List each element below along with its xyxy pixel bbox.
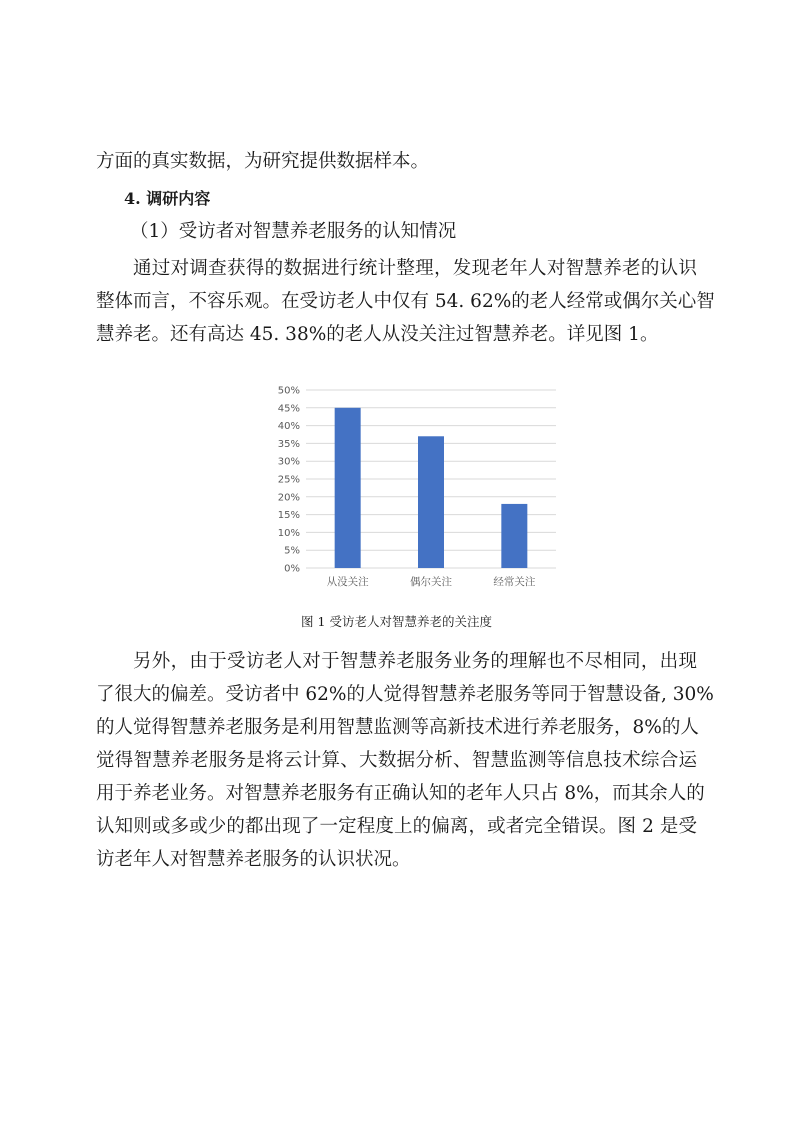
figure-caption: 图 1 受访老人对智慧养老的关注度 [301,614,492,629]
text-line: 了很大的偏差。受访者中 62%的人觉得智慧养老服务等同于智慧设备, 30% [96,684,714,705]
attention-bar-chart [270,380,570,600]
text-line: 通过对调查获得的数据进行统计整理，发现老年人对智慧养老的认识 [133,258,697,279]
text-line: 认知则或多或少的都出现了一定程度上的偏离，或者完全错误。图 2 是受 [96,816,697,837]
bar [418,436,444,568]
y-tick-label: 5% [284,545,300,557]
y-tick-label: 0% [284,563,300,575]
x-tick-label: 偶尔关注 [410,576,452,588]
section-heading: 4. 调研内容 [124,189,211,208]
text-line: 觉得智慧养老服务是将云计算、大数据分析、智慧监测等信息技术综合运 [96,750,697,771]
text-line: 访老年人对智慧养老服务的认识状况。 [96,849,411,870]
y-tick-label: 50% [277,385,300,397]
y-tick-label: 10% [277,527,300,539]
y-tick-label: 30% [277,456,300,468]
y-tick-label: 25% [277,474,300,486]
subheading: （1）受访者对智慧养老服务的认知情况 [130,221,457,242]
y-tick-label: 45% [277,403,300,415]
text-line: 整体而言，不容乐观。在受访老人中仅有 54. 62%的老人经常或偶尔关心智 [96,291,715,312]
bar [501,504,527,568]
text-line: 用于养老业务。对智慧养老服务有正确认知的老年人只占 8%，而其余人的 [96,783,705,804]
x-tick-label: 从没关注 [326,576,369,588]
bar [335,408,361,568]
y-tick-label: 20% [277,492,300,504]
text-line: 方面的真实数据，为研究提供数据样本。 [96,151,430,172]
text-line: 慧养老。还有高达 45. 38%的老人从没关注过智慧养老。详见图 1。 [96,324,659,345]
x-tick-label: 经常关注 [493,576,536,588]
y-tick-label: 40% [277,421,300,433]
y-tick-label: 15% [277,510,300,522]
text-line: 的人觉得智慧养老服务是利用智慧监测等高新技术进行养老服务，8%的人 [96,717,699,738]
text-line: 另外，由于受访老人对于智慧养老服务业务的理解也不尽相同，出现 [133,651,697,672]
y-tick-label: 35% [277,438,300,450]
